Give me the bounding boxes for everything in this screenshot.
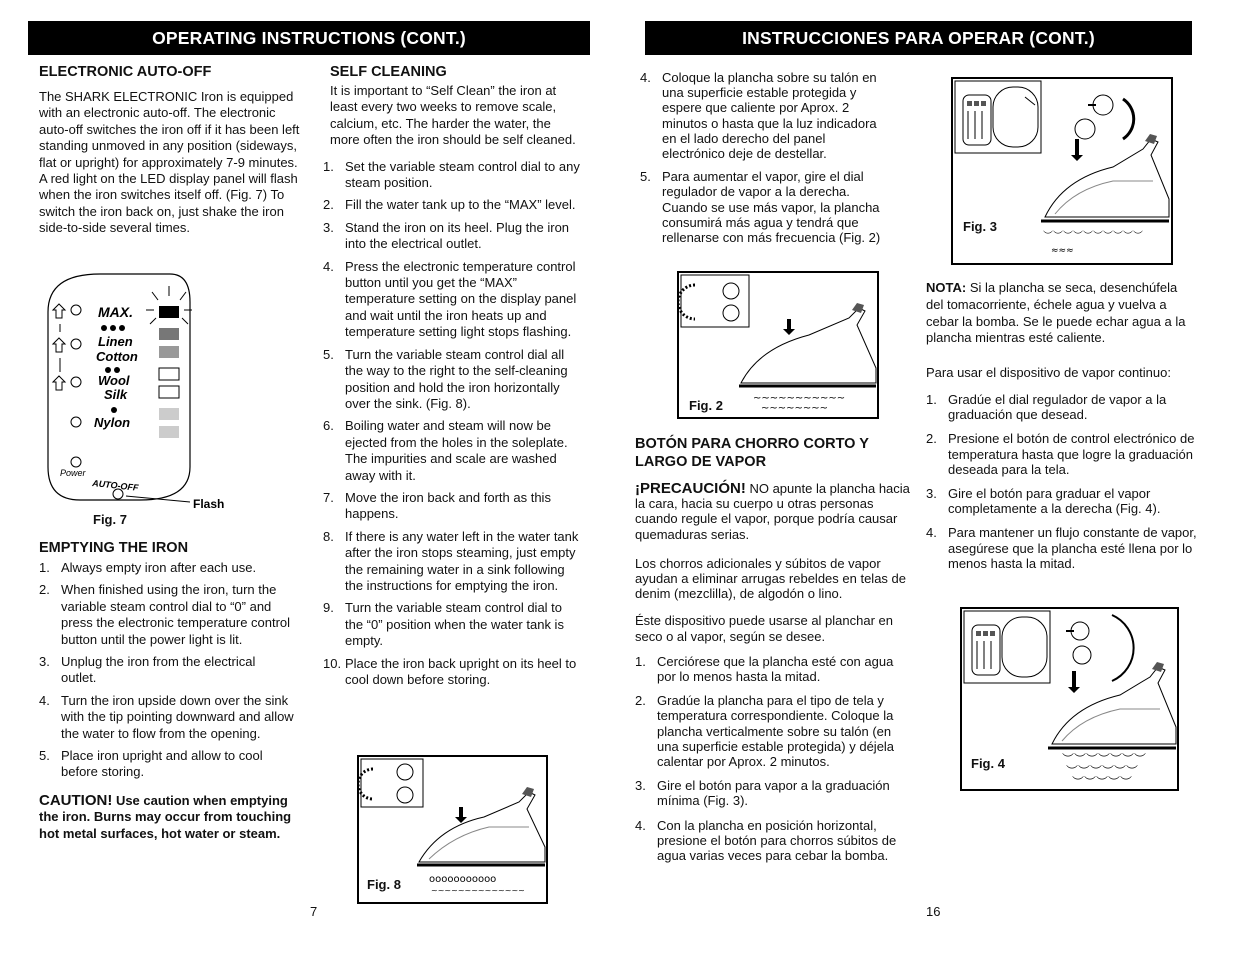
- list-item: 1. Always empty iron after each use.: [39, 560, 257, 575]
- fig7-label: Fig. 7: [93, 512, 127, 527]
- burst-paragraph-1: Los chorros adicionales y súbitos de vapor ayudan a eliminar arrugas rebeldes en telas de denim (mezclilla), de algodón o lino.: [635, 555, 907, 602]
- iron-steam-graphic: [679, 273, 877, 417]
- fig4-illustration: [960, 607, 1179, 791]
- iron-min-steam-graphic: [953, 79, 1171, 263]
- control-panel-illustration: [40, 272, 250, 512]
- list-item: 1. Set the variable steam control dial to any steam position.: [323, 158, 580, 191]
- burst-paragraph-2: Éste dispositivo puede usarse al planchar en seco o al vapor, según se desee.: [635, 613, 893, 644]
- list-item: 4. Press the electronic temperature control button until you get the “MAX” temperature setting on the display panel and wait until the iron heats up and temperature setting light stops flashing.: [323, 258, 577, 340]
- panel-flash: Flash: [193, 497, 225, 511]
- emptying-section: [39, 539, 294, 852]
- emptying-heading: EMPTYING THE IRON: [39, 540, 189, 556]
- svg-text:~~~~~~~~~~~: ~~~~~~~~~~~: [753, 393, 846, 404]
- list-item: 4. Turn the iron upside down over the sink with the tip pointing downward and allow the water to flow from the opening.: [39, 692, 294, 741]
- list-item: 2. Presione el botón de control electrónico de temperatura hasta que logre la graduación deseada para la tela.: [926, 431, 1195, 477]
- list-item: 7. Move the iron back and forth as this happens.: [323, 489, 551, 522]
- list-item: 5. Place iron upright and allow to cool before storing.: [39, 748, 263, 780]
- fig3-illustration: [951, 77, 1173, 265]
- precaution-note: ¡PRECAUCIÓN! NO apunte la plancha hacia la cara, hacia su cuerpo u otras personas cuando regule el vapor, porque podría causar quemaduras serias.: [635, 480, 910, 542]
- svg-text:︶︶︶︶︶︶: ︶︶︶︶︶︶: [1066, 764, 1139, 778]
- list-item: 2. When finished using the iron, turn the variable steam control dial to “0” and press the electronic temperature control button until the power light is lit.: [39, 582, 291, 647]
- fig4-label: Fig. 4: [971, 756, 1005, 771]
- self-cleaning-heading: SELF CLEANING: [330, 64, 447, 80]
- list-item: 3. Unplug the iron from the electrical outlet.: [39, 654, 256, 686]
- burst-list: [635, 654, 910, 863]
- list-item: 5. Para aumentar el vapor, gire el dial regulador de vapor a la derecha. Cuando se use más vapor, la plancha consumirá más agua y tendrá que rellenarse con más frecuencia (Fig. 2): [640, 169, 881, 246]
- svg-text:ooooooooooo: ooooooooooo: [429, 874, 497, 885]
- burst-section: [635, 436, 910, 869]
- list-item: 4. Coloque la plancha sobre su talón en una superficie estable protegida y espere que caliente por Aprox. 2 minutos o hasta que la luz indicadora en el lado derecho del panel electrónico deje de destellar.: [640, 70, 877, 162]
- panel-auto-off: AUTO-OFF: [91, 478, 139, 493]
- led-panel-graphic: [40, 272, 250, 512]
- caution-note: CAUTION! Use caution when emptying the iron. Burns may occur from touching hot metal surfaces, hot water or steam.: [39, 791, 292, 841]
- auto-off-heading: ELECTRONIC AUTO-OFF: [39, 64, 212, 80]
- list-item: 6. Boiling water and steam will now be ejected from the holes in the soleplate. The impurities and scale are washed away with it.: [323, 418, 568, 483]
- list-item: 3. Gire el botón para vapor a la graduación mínima (Fig. 3).: [635, 778, 890, 809]
- svg-text:≈≈≈: ≈≈≈: [1051, 246, 1074, 256]
- auto-off-body: The SHARK ELECTRONIC Iron is equipped with an electronic auto-off. The electronic auto-off switches the iron off if it has been left standing unmoved in any position (sideways, flat or upright) for approximately 7-9 minutes. A red light on the LED display panel will flash when the iron switches itself off. (Fig. 7) To switch the iron back on, just shake the iron side-to-side several times.: [39, 89, 300, 236]
- list-item: 4. Con la plancha en posición horizontal, presione el botón para chorros súbitos de agua varias veces para cebar la bomba.: [635, 817, 897, 864]
- panel-linen: Linen: [98, 334, 133, 349]
- list-item: 1. Cerciórese que la plancha esté con agua por lo menos hasta la mitad.: [635, 653, 894, 685]
- list-item: 3. Gire el botón para graduar el vapor completamente a la derecha (Fig. 4).: [926, 486, 1161, 517]
- svg-text:︶︶︶︶︶: ︶︶︶︶︶: [1072, 775, 1133, 789]
- list-item: 2. Gradúe la plancha para el tipo de tela y temperatura correspondiente. Coloque la plancha verticalmente sobre su talón (en una superficie estable protegida) y déjela calentar por Aprox. 2 minutos.: [635, 693, 895, 770]
- svg-text:~~~~~~~~~~~~~~: ~~~~~~~~~~~~~~: [431, 886, 525, 895]
- panel-cotton: Cotton: [96, 349, 138, 364]
- fig8-label: Fig. 8: [367, 877, 401, 892]
- steps-continued: [640, 70, 890, 251]
- self-cleaning-section: [323, 63, 583, 694]
- svg-text:︶︶︶︶︶︶︶: ︶︶︶︶︶︶︶: [1062, 752, 1147, 766]
- list-item: 4. Para mantener un flujo constante de vapor, asegúrese que la plancha esté llena por lo menos hasta la mitad.: [926, 525, 1197, 571]
- svg-text:︶︶︶︶︶︶︶︶︶︶: ︶︶︶︶︶︶︶︶︶︶: [1043, 231, 1143, 242]
- nota-and-continuous: [926, 280, 1198, 577]
- auto-off-section: [39, 63, 304, 247]
- fig2-illustration: [677, 271, 879, 419]
- fig8-illustration: [357, 755, 548, 904]
- svg-text:~~~~~~~~: ~~~~~~~~: [761, 403, 829, 414]
- burst-heading: BOTÓN PARA CHORRO CORTO Y LARGO DE VAPOR: [635, 436, 869, 470]
- self-cleaning-intro: It is important to “Self Clean” the iron at least every two weeks to remove scale, calcium, etc. The harder the water, the more often the iron should be self cleaned.: [330, 83, 576, 148]
- continuous-list: [926, 392, 1198, 571]
- self-cleaning-list: [323, 159, 583, 689]
- panel-max: MAX.: [98, 304, 133, 320]
- panel-silk: Silk: [104, 387, 128, 402]
- panel-wool: Wool: [98, 373, 130, 388]
- left-page-banner: OPERATING INSTRUCTIONS (CONT.): [28, 21, 590, 55]
- fig3-label: Fig. 3: [963, 219, 997, 234]
- list-item: 1. Gradúe el dial regulador de vapor a la graduación que desead.: [926, 391, 1167, 423]
- list-item: 5. Turn the variable steam control dial all the way to the right to the self-cleaning position and hold the iron horizontally over the sink. (Fig. 8).: [323, 346, 568, 411]
- list-item: 2. Fill the water tank up to the “MAX” level.: [323, 197, 576, 213]
- right-page-banner: INSTRUCCIONES PARA OPERAR (CONT.): [645, 21, 1192, 55]
- list-item: 8. If there is any water left in the water tank after the iron stops steaming, just empty the remaining water in a sink following the instructions for emptying the iron.: [323, 528, 579, 593]
- list-item: 10. Place the iron back upright on its heel to cool down before storing.: [323, 655, 577, 687]
- panel-power: Power: [60, 468, 86, 478]
- right-page-number: 16: [926, 904, 941, 919]
- list-item: 9. Turn the variable steam control dial to the “0” position when the water tank is empty.: [323, 600, 564, 649]
- fig2-label: Fig. 2: [689, 398, 723, 413]
- continuous-intro: Para usar el dispositivo de vapor continuo:: [926, 365, 1171, 381]
- panel-nylon: Nylon: [94, 415, 131, 430]
- emptying-list: [39, 560, 294, 781]
- nota-note: NOTA: Si la plancha se seca, desenchúfela del tomacorriente, échele agua y vuelva a cebar la bomba. Se le puede echar agua a la plancha mientras esté caliente.: [926, 280, 1186, 346]
- left-page-number: 7: [310, 904, 318, 919]
- list-item: 3. Stand the iron on its heel. Plug the iron into the electrical outlet.: [323, 219, 570, 252]
